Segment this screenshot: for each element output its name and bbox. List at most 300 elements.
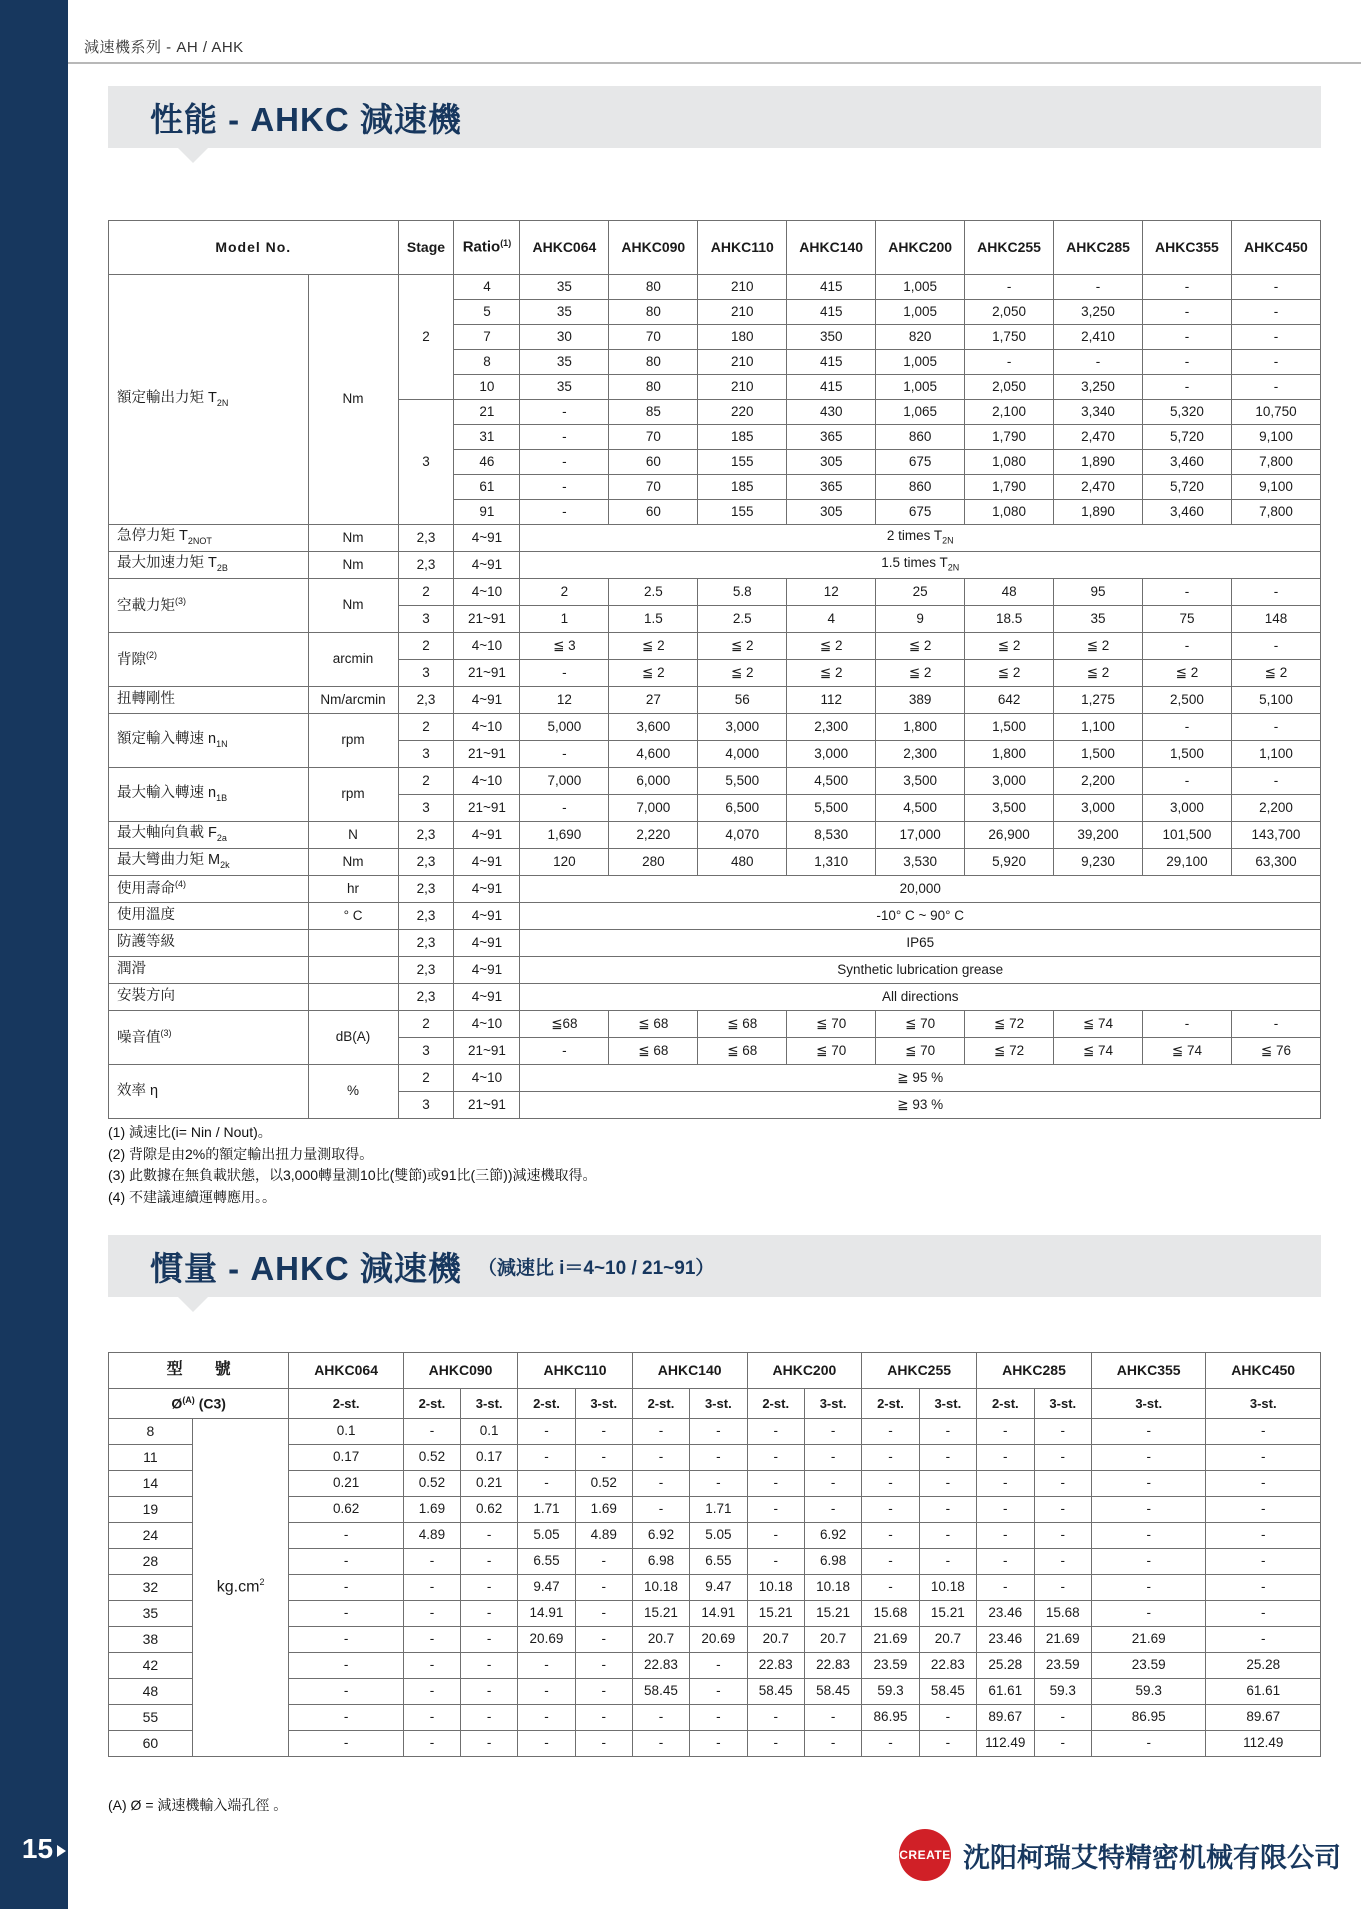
val-AHKC064: - [520,425,609,450]
inertia-value: - [461,1705,518,1731]
val-AHKC140: 365 [787,425,876,450]
val-AHKC285: ≦ 2 [1054,633,1143,660]
inertia-value: - [690,1471,747,1497]
val-AHKC355: 101,500 [1142,822,1231,849]
val-AHKC064: 120 [520,849,609,876]
table-row [109,1445,1321,1471]
inertia-value: - [690,1679,747,1705]
page-number-text: 15 [21,1833,54,1864]
stage: 2,3 [398,930,454,957]
val-AHKC285: 3,340 [1054,400,1143,425]
stage-header: 3-st. [1034,1389,1091,1419]
val-AHKC255: 2,050 [965,375,1054,400]
inertia-value: - [919,1419,976,1445]
val-AHKC285: - [1054,350,1143,375]
diameter-32: 32 [109,1575,193,1601]
val-AHKC255: 1,080 [965,500,1054,525]
diameter-28: 28 [109,1549,193,1575]
val-AHKC200: 2,300 [876,741,965,768]
inertia-value: 89.67 [1206,1705,1321,1731]
val-AHKC110: ≦ 2 [698,660,787,687]
inertia-value: - [1091,1731,1205,1757]
val-AHKC255: 2,050 [965,300,1054,325]
stage: 3 [398,660,454,687]
inertia-value: - [632,1731,689,1757]
row-unit: % [308,1065,398,1119]
inertia-value: 23.59 [862,1653,919,1679]
table-row [109,275,1321,300]
inertia-table [108,1352,1321,1757]
inertia-header-label: 型 號 [109,1353,289,1389]
val-AHKC255: 1,080 [965,450,1054,475]
diameter-38: 38 [109,1627,193,1653]
inertia-value: 20.7 [747,1627,804,1653]
val-AHKC355: 29,100 [1142,849,1231,876]
inertia-value: - [461,1523,518,1549]
inertia-value: - [977,1445,1035,1471]
row-span-value: ≧ 95 % [520,1065,1321,1092]
inertia-value: 25.28 [977,1653,1035,1679]
row-label: 背隙$^{(2)}$ [109,633,309,687]
header-model-AHKC355: AHKC355 [1142,221,1231,275]
inertia-value: - [575,1679,632,1705]
inertia-value: 21.69 [1091,1627,1205,1653]
inertia-value: 5.05 [518,1523,575,1549]
val-AHKC285: 1,500 [1054,741,1143,768]
row-label: 空載力矩$^{(3)}$ [109,579,309,633]
val-AHKC064: - [520,500,609,525]
header-model-AHKC255: AHKC255 [965,221,1054,275]
val-AHKC140: 430 [787,400,876,425]
val-AHKC255: - [965,275,1054,300]
header-stage: Stage [398,221,454,275]
val-AHKC200: 1,005 [876,375,965,400]
val-AHKC355: - [1142,275,1231,300]
inertia-model-AHKC200: AHKC200 [747,1353,862,1389]
val-AHKC355: 5,720 [1142,425,1231,450]
diameter-11: 11 [109,1445,193,1471]
inertia-value: - [403,1575,460,1601]
val-AHKC285: 1,890 [1054,500,1143,525]
inertia-diameter-header: $Ø^{(A)}$ (C3) [109,1389,289,1419]
row-label: 噪音值$^{(3)}$ [109,1011,309,1065]
inertia-value: - [575,1575,632,1601]
val-AHKC200: 9 [876,606,965,633]
inertia-value: - [289,1627,403,1653]
val-AHKC064: - [520,450,609,475]
val-AHKC064: - [520,475,609,500]
inertia-value: 20.7 [632,1627,689,1653]
val-AHKC140: 415 [787,375,876,400]
inertia-value: - [862,1523,919,1549]
inertia-value: 10.18 [804,1575,861,1601]
val-AHKC200: 4,500 [876,795,965,822]
inertia-value: - [804,1445,861,1471]
inertia-value: - [1091,1523,1205,1549]
ratio: 4~10 [454,633,520,660]
val-AHKC255: 1,790 [965,475,1054,500]
inertia-value: - [747,1419,804,1445]
val-AHKC110: 185 [698,425,787,450]
diameter-14: 14 [109,1471,193,1497]
inertia-value: 23.46 [977,1601,1035,1627]
val-AHKC090: 2,220 [609,822,698,849]
inertia-value: 23.59 [1034,1653,1091,1679]
val-AHKC110: ≦ 68 [698,1038,787,1065]
stage-2: 2 [398,275,454,400]
val-AHKC200: 1,800 [876,714,965,741]
val-AHKC090: 3,600 [609,714,698,741]
val-AHKC140: ≦ 70 [787,1038,876,1065]
val-AHKC450: ≦ 76 [1231,1038,1320,1065]
val-AHKC285: 1,275 [1054,687,1143,714]
val-AHKC110: 4,000 [698,741,787,768]
inertia-value: - [690,1705,747,1731]
inertia-value: 6.92 [632,1523,689,1549]
val-AHKC285: 2,470 [1054,475,1143,500]
inertia-value: - [403,1601,460,1627]
ratio-4: 4 [454,275,520,300]
stage: 2,3 [398,957,454,984]
ratio: 4~10 [454,1011,520,1038]
val-AHKC355: - [1142,350,1231,375]
val-AHKC090: 70 [609,475,698,500]
inertia-value: - [747,1731,804,1757]
val-AHKC450: 9,100 [1231,425,1320,450]
row-unit: Nm [308,849,398,876]
note-1: (1) 減速比(i= Nin / Nout)。 [108,1124,272,1140]
val-AHKC110: 4,070 [698,822,787,849]
val-AHKC255: 642 [965,687,1054,714]
ratio: 21~91 [454,606,520,633]
val-AHKC140: 3,000 [787,741,876,768]
ratio: 4~91 [454,552,520,579]
stage: 2,3 [398,687,454,714]
row-unit: hr [308,876,398,903]
row-span-value: All directions [520,984,1321,1011]
inertia-value: - [862,1471,919,1497]
val-AHKC064: 30 [520,325,609,350]
inertia-value: - [1206,1601,1321,1627]
val-AHKC285: ≦ 74 [1054,1038,1143,1065]
inertia-value: 5.05 [690,1523,747,1549]
val-AHKC140: 5,500 [787,795,876,822]
table-row [109,876,1321,903]
inertia-value: - [690,1419,747,1445]
table-row [109,903,1321,930]
val-AHKC450: - [1231,768,1320,795]
val-AHKC090: 2.5 [609,579,698,606]
val-AHKC140: 305 [787,500,876,525]
inertia-value: 112.49 [977,1731,1035,1757]
inertia-value: 9.47 [518,1575,575,1601]
inertia-value: 23.46 [977,1627,1035,1653]
val-AHKC110: 210 [698,275,787,300]
inertia-value: 0.17 [289,1445,403,1471]
val-AHKC355: 75 [1142,606,1231,633]
inertia-value: - [518,1705,575,1731]
section1-title-notch [178,148,208,163]
val-AHKC285: 3,250 [1054,375,1143,400]
val-AHKC355: 3,460 [1142,450,1231,475]
table-row [109,1601,1321,1627]
val-AHKC255: 2,100 [965,400,1054,425]
val-AHKC140: 2,300 [787,714,876,741]
ratio: 4~91 [454,525,520,552]
val-AHKC285: 2,200 [1054,768,1143,795]
val-AHKC200: 3,530 [876,849,965,876]
inertia-header-row [109,1353,1321,1389]
ratio: 4~10 [454,714,520,741]
val-AHKC285: 39,200 [1054,822,1143,849]
table-row [109,768,1321,795]
val-AHKC090: 85 [609,400,698,425]
section2-subtitle: （減速比 i＝4~10 / 21~91） [477,1257,715,1279]
val-AHKC355: - [1142,1011,1231,1038]
inertia-value: - [1206,1549,1321,1575]
row-label: 防護等級 [109,930,309,957]
inertia-value: 15.68 [1034,1601,1091,1627]
table-row [109,633,1321,660]
inertia-value: - [862,1445,919,1471]
val-AHKC450: 143,700 [1231,822,1320,849]
inertia-value: - [575,1653,632,1679]
inertia-value: - [747,1549,804,1575]
val-AHKC110: 220 [698,400,787,425]
table-row [109,1575,1321,1601]
inertia-model-AHKC110: AHKC110 [518,1353,633,1389]
inertia-value: - [575,1549,632,1575]
val-AHKC200: 860 [876,425,965,450]
inertia-value: - [289,1679,403,1705]
inertia-value: - [403,1549,460,1575]
table-row [109,1549,1321,1575]
ratio-91: 91 [454,500,520,525]
table-row [109,1679,1321,1705]
table-row [109,1705,1321,1731]
inertia-value: 58.45 [804,1679,861,1705]
inertia-value: 15.21 [919,1601,976,1627]
val-AHKC355: - [1142,579,1231,606]
inertia-value: 15.21 [747,1601,804,1627]
val-AHKC355: 3,460 [1142,500,1231,525]
inertia-value: 1.71 [518,1497,575,1523]
val-AHKC064: 35 [520,350,609,375]
ratio: 21~91 [454,660,520,687]
table-row [109,714,1321,741]
inertia-value: 4.89 [575,1523,632,1549]
inertia-value: - [575,1731,632,1757]
val-AHKC285: 1,890 [1054,450,1143,475]
val-AHKC355: ≦ 74 [1142,1038,1231,1065]
inertia-value: 0.17 [461,1445,518,1471]
inertia-value: - [632,1705,689,1731]
inertia-value: 10.18 [632,1575,689,1601]
inertia-value: - [919,1497,976,1523]
val-AHKC090: 80 [609,275,698,300]
inertia-value: 15.21 [632,1601,689,1627]
row-unit: Nm [308,552,398,579]
ratio: 4~91 [454,687,520,714]
stage: 3 [398,795,454,822]
stage-header: 3-st. [690,1389,747,1419]
val-AHKC200: ≦ 2 [876,633,965,660]
val-AHKC140: 415 [787,300,876,325]
ratio-8: 8 [454,350,520,375]
val-AHKC285: 2,410 [1054,325,1143,350]
inertia-value: - [575,1445,632,1471]
inertia-value: - [747,1705,804,1731]
inertia-value: 86.95 [862,1705,919,1731]
ratio: 4~10 [454,1065,520,1092]
ratio-21: 21 [454,400,520,425]
performance-table [108,220,1321,1119]
inertia-value: 22.83 [804,1653,861,1679]
val-AHKC450: - [1231,633,1320,660]
inertia-value: - [804,1419,861,1445]
inertia-value: 22.83 [747,1653,804,1679]
val-AHKC110: 210 [698,300,787,325]
val-AHKC285: ≦ 74 [1054,1011,1143,1038]
inertia-value: 0.62 [289,1497,403,1523]
val-AHKC090: 7,000 [609,795,698,822]
val-AHKC200: 675 [876,450,965,475]
stage-3: 3 [398,400,454,525]
stage-header: 3-st. [461,1389,518,1419]
inertia-model-AHKC355: AHKC355 [1091,1353,1205,1389]
inertia-value: - [289,1601,403,1627]
val-AHKC355: - [1142,633,1231,660]
inertia-value: - [461,1679,518,1705]
inertia-value: - [977,1419,1035,1445]
ratio: 4~10 [454,768,520,795]
val-AHKC064: 35 [520,300,609,325]
breadcrumb: 減速機系列 - AH / AHK [84,39,244,56]
val-AHKC140: 112 [787,687,876,714]
inertia-value: - [747,1471,804,1497]
diameter-48: 48 [109,1679,193,1705]
inertia-value: 20.7 [804,1627,861,1653]
inertia-value: - [518,1653,575,1679]
val-AHKC090: 60 [609,500,698,525]
header-model-AHKC450: AHKC450 [1231,221,1320,275]
inertia-value: - [977,1497,1035,1523]
val-AHKC090: 70 [609,425,698,450]
company-name: 沈阳柯瑞艾特精密机械有限公司 [963,1842,1341,1873]
logo-text: CREATE [899,1848,951,1862]
inertia-value: 58.45 [919,1679,976,1705]
row-label: 最大加速力矩 $T_{2B}$ [109,552,309,579]
val-AHKC450: 9,100 [1231,475,1320,500]
row-span-value: 1.5 times $T_{2N}$ [520,552,1321,579]
stage: 2 [398,579,454,606]
table-row [109,957,1321,984]
stage: 2,3 [398,525,454,552]
inertia-value: - [919,1705,976,1731]
table-row [109,1653,1321,1679]
val-AHKC255: ≦ 2 [965,660,1054,687]
table-row [109,984,1321,1011]
section2-footnote: (A) Ø = 減速機輸入端孔徑 。 [108,1797,288,1813]
footer-brand [899,1829,1341,1881]
row-label-rated-torque: 額定輸出力矩 $T_{2N}$ [109,275,309,525]
row-span-value: ≧ 93 % [520,1092,1321,1119]
val-AHKC064: - [520,795,609,822]
val-AHKC064: 1,690 [520,822,609,849]
row-span-value: -10° C ~ 90° C [520,903,1321,930]
val-AHKC110: 2.5 [698,606,787,633]
row-unit: rpm [308,714,398,768]
val-AHKC255: 1,790 [965,425,1054,450]
val-AHKC450: - [1231,375,1320,400]
val-AHKC285: 3,000 [1054,795,1143,822]
table-row [109,1627,1321,1653]
create-logo-icon [899,1829,951,1881]
val-AHKC090: 80 [609,375,698,400]
inertia-value: - [804,1497,861,1523]
val-AHKC064: 2 [520,579,609,606]
val-AHKC255: ≦ 72 [965,1038,1054,1065]
note-3: (3) 此數據在無負載狀態，以3,000轉量測10比(雙節)或91比(三節))減速機取得。 [108,1167,597,1184]
inertia-value: - [1091,1575,1205,1601]
diameter-19: 19 [109,1497,193,1523]
stage-header: 3-st. [804,1389,861,1419]
inertia-value: 0.1 [289,1419,403,1445]
val-AHKC200: 17,000 [876,822,965,849]
inertia-value: - [1034,1549,1091,1575]
inertia-model-AHKC450: AHKC450 [1206,1353,1321,1389]
row-unit: dB(A) [308,1011,398,1065]
inertia-value: - [1206,1471,1321,1497]
val-AHKC110: 5.8 [698,579,787,606]
inertia-value: - [690,1731,747,1757]
val-AHKC110: 155 [698,500,787,525]
ratio: 21~91 [454,795,520,822]
val-AHKC090: 6,000 [609,768,698,795]
val-AHKC140: 415 [787,275,876,300]
val-AHKC255: 1,500 [965,714,1054,741]
inertia-unit: $kg.cm^2$ [192,1419,289,1757]
val-AHKC090: 80 [609,350,698,375]
inertia-value: - [1091,1497,1205,1523]
val-AHKC200: 1,065 [876,400,965,425]
inertia-value: - [1034,1471,1091,1497]
val-AHKC090: ≦ 2 [609,660,698,687]
val-AHKC110: 155 [698,450,787,475]
val-AHKC110: 210 [698,350,787,375]
val-AHKC064: ≦ 3 [520,633,609,660]
stage: 3 [398,741,454,768]
section2-title-notch [178,1297,208,1312]
inertia-value: - [1206,1575,1321,1601]
inertia-value: 4.89 [403,1523,460,1549]
inertia-value: 6.55 [518,1549,575,1575]
inertia-value: 23.59 [1091,1653,1205,1679]
stage: 2,3 [398,903,454,930]
ratio: 4~91 [454,849,520,876]
val-AHKC090: ≦ 68 [609,1038,698,1065]
val-AHKC450: - [1231,714,1320,741]
stage: 2,3 [398,822,454,849]
val-AHKC285: - [1054,275,1143,300]
val-AHKC450: - [1231,579,1320,606]
table-row [109,822,1321,849]
row-label: 最大彎曲力矩 $M_{2k}$ [109,849,309,876]
inertia-value: - [289,1731,403,1757]
val-AHKC064: 5,000 [520,714,609,741]
inertia-value: 0.21 [461,1471,518,1497]
diameter-8: 8 [109,1419,193,1445]
